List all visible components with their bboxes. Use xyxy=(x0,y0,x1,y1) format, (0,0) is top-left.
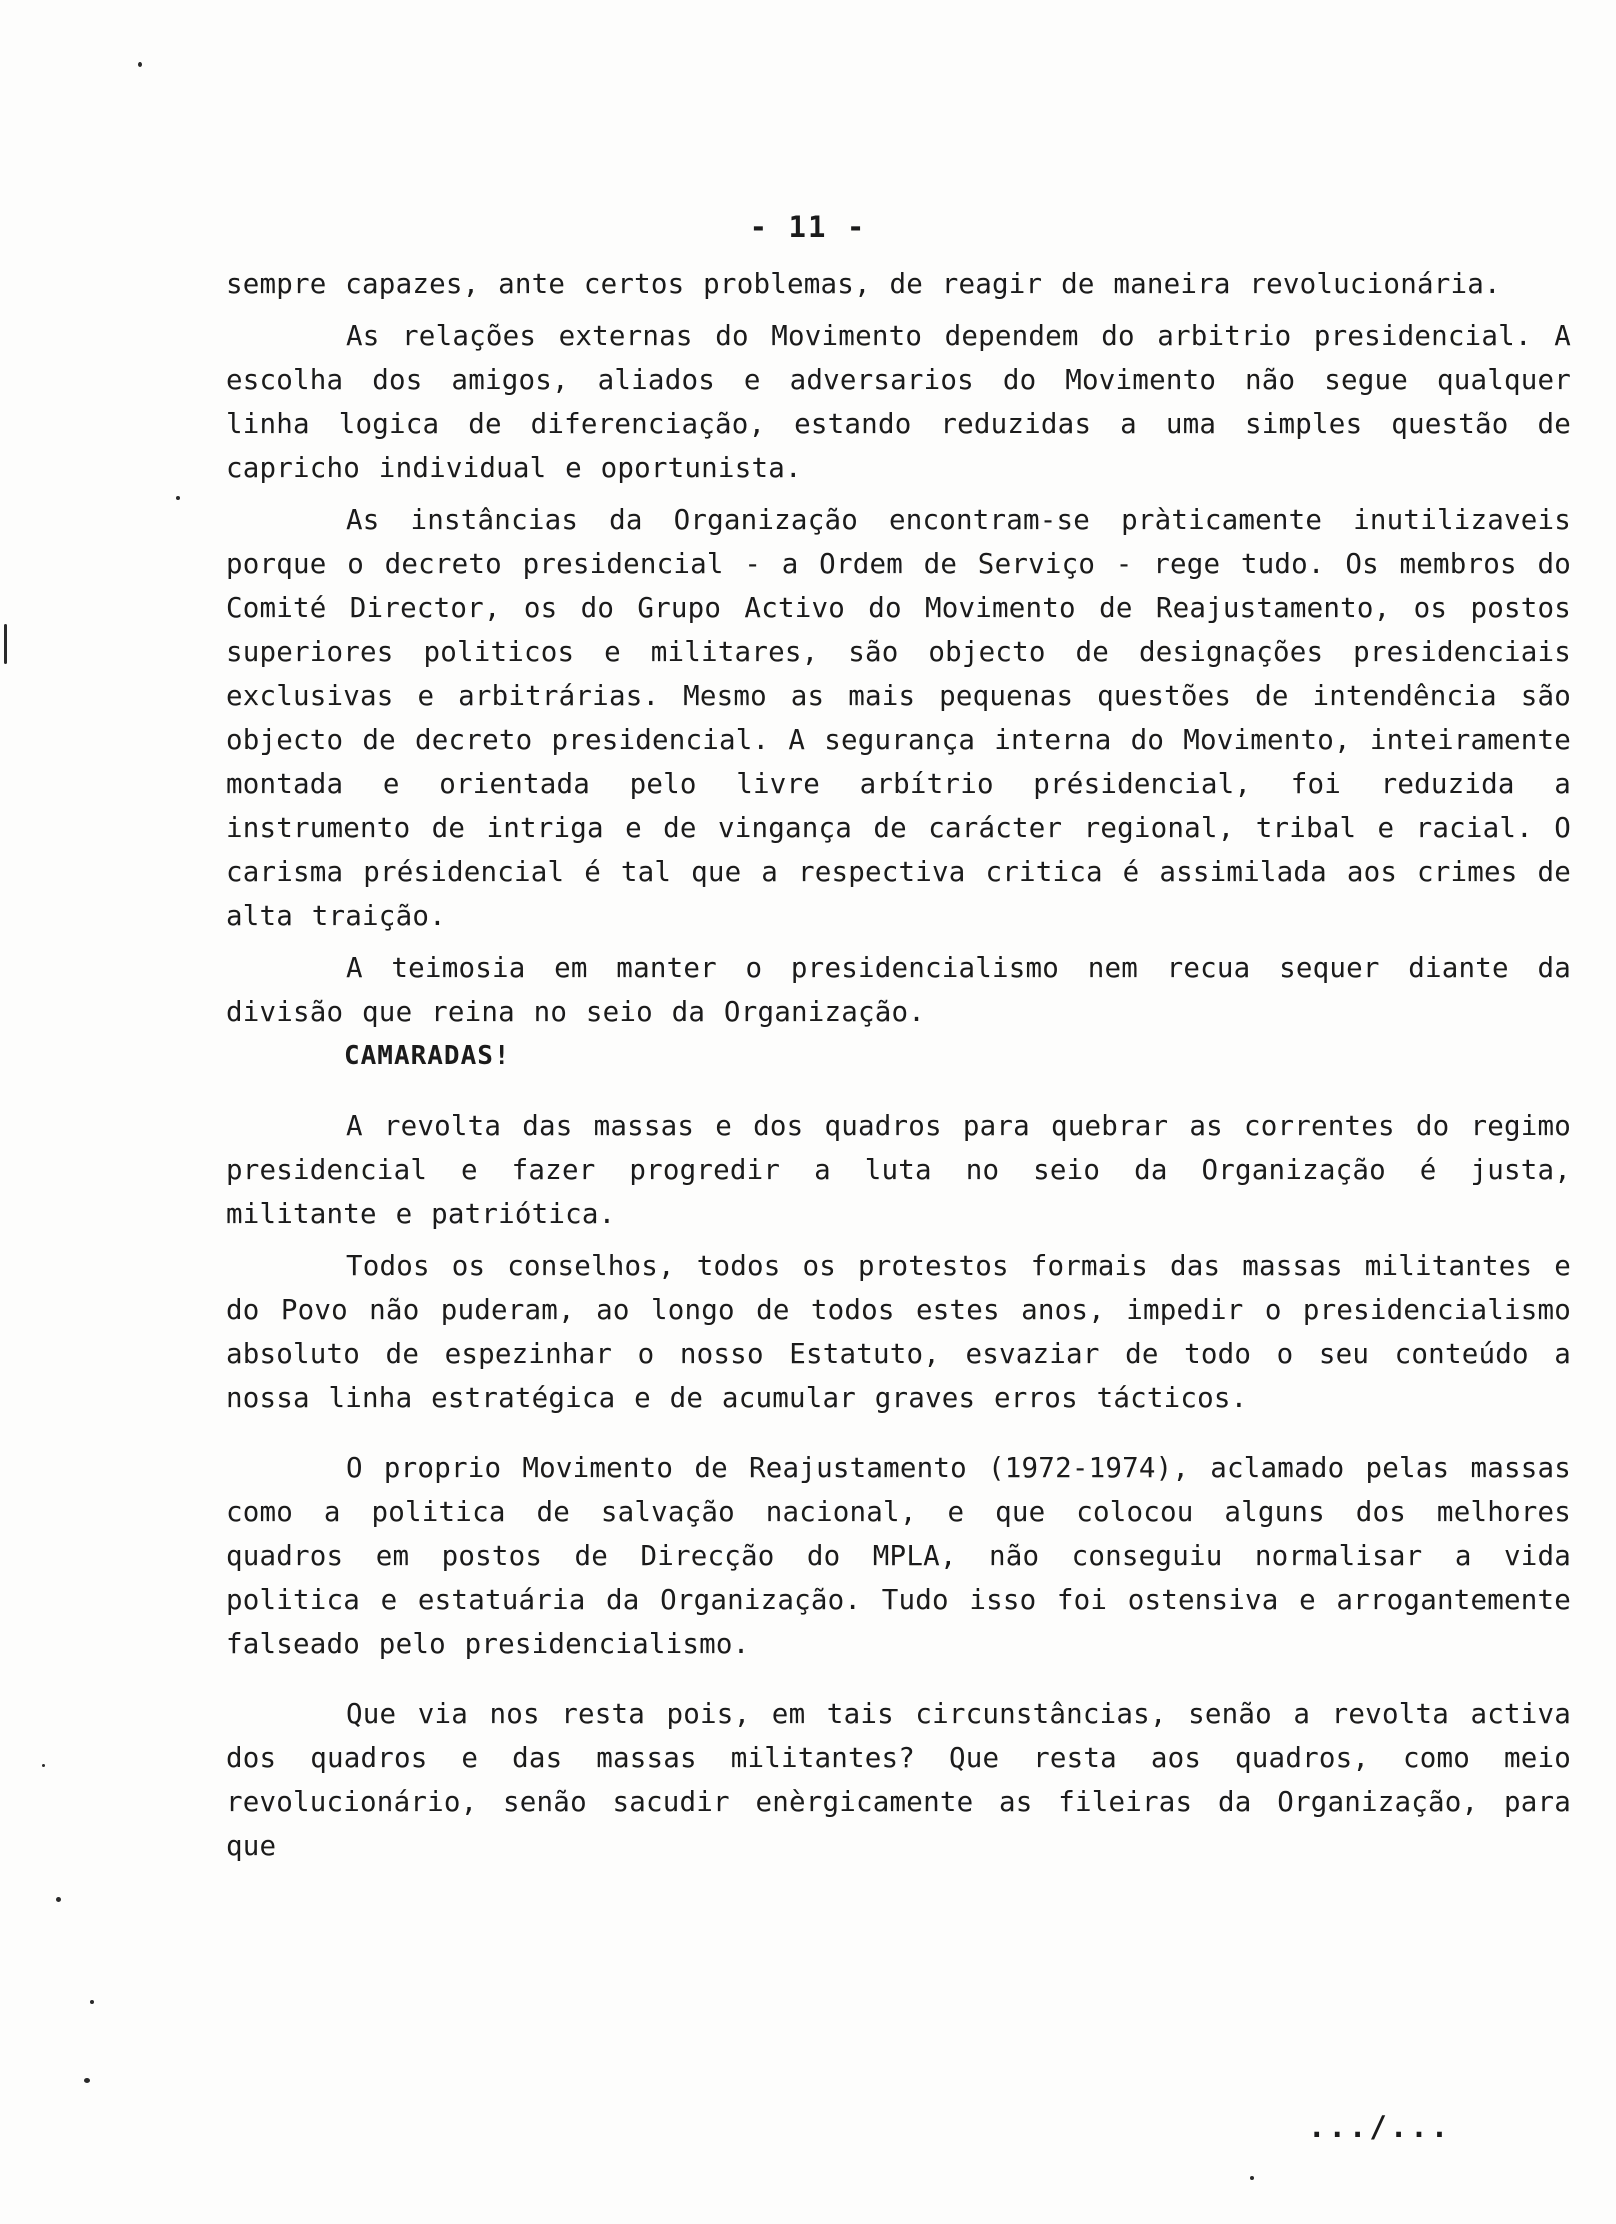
paragraph-4: A teimosia em manter o presidencialismo nem recua sequer diante da divisão que reina no seio da Organização. xyxy=(226,952,1571,1028)
body-text xyxy=(226,262,1571,1868)
section-heading: CAMARADAS! xyxy=(344,1041,511,1071)
paragraph-6: Todos os conselhos, todos os protestos formais das massas militantes e do Povo não puderam, ao longo de todos estes anos, impedir o presidencialismo absoluto de espezinhar o nosso Estatuto, esvaziar de todo o seu conteúdo a nossa linha estratégica e de acumular graves erros tácticos. xyxy=(226,1250,1571,1414)
scan-speck xyxy=(138,62,142,67)
paragraph-2: As relações externas do Movimento dependem do arbitrio presidencial. A escolha dos amigos, aliados e adversarios do Movimento não segue qualquer linha logica de diferenciação, estando reduzidas a uma simples questão de capricho individual e oportunista. xyxy=(226,320,1571,484)
scan-speck xyxy=(84,2078,90,2083)
paragraph-1: sempre capazes, ante certos problemas, de reagir de maneira revolucionária. xyxy=(226,268,1501,300)
continuation-mark: .../... xyxy=(1308,2110,1452,2144)
paragraph-5: A revolta das massas e dos quadros para quebrar as correntes do regimo presidencial e fazer progredir a luta no seio da Organização é justa, militante e patriótica. xyxy=(226,1110,1571,1230)
paragraph-3: As instâncias da Organização encontram-se pràticamente inutilizaveis porque o decreto presidencial - a Ordem de Serviço - rege tudo. Os membros do Comité Director, os do Grupo Activo do Movimento de Reajustamento, os postos superiores politicos e militares, são objecto de designações presidenciais exclusivas e arbitrárias. Mesmo as mais pequenas questões de intendência são objecto de decreto presidencial. A segurança interna do Movimento, inteiramente montada e orientada pelo livre arbítrio présidencial, foi reduzida a instrumento de intriga e de vingança de carácter regional, tribal e racial. O carisma présidencial é tal que a respectiva critica é assimilada aos crimes de alta traição. xyxy=(226,504,1571,932)
scan-speck xyxy=(42,1764,45,1767)
paragraph-7: O proprio Movimento de Reajustamento (1972-1974), aclamado pelas massas como a politica de salvação nacional, e que colocou alguns dos melhores quadros em postos de Direcção do MPLA, não conseguiu normalisar a vida politica e estatuária da Organização. Tudo isso foi ostensiva e arrogantemente falseado pelo presidencialismo. xyxy=(226,1452,1571,1660)
paragraph-8: Que via nos resta pois, em tais circunstâncias, senão a revolta activa dos quadros e das massas militantes? Que resta aos quadros, como meio revolucionário, senão sacudir enèrgicamente as fileiras da Organização, para que xyxy=(226,1698,1571,1862)
scan-speck xyxy=(176,496,180,500)
scan-speck xyxy=(4,624,7,664)
scan-speck xyxy=(90,2000,94,2004)
page-number: - 11 - xyxy=(749,210,867,244)
scan-speck xyxy=(56,1897,61,1902)
scan-speck xyxy=(1250,2176,1254,2180)
